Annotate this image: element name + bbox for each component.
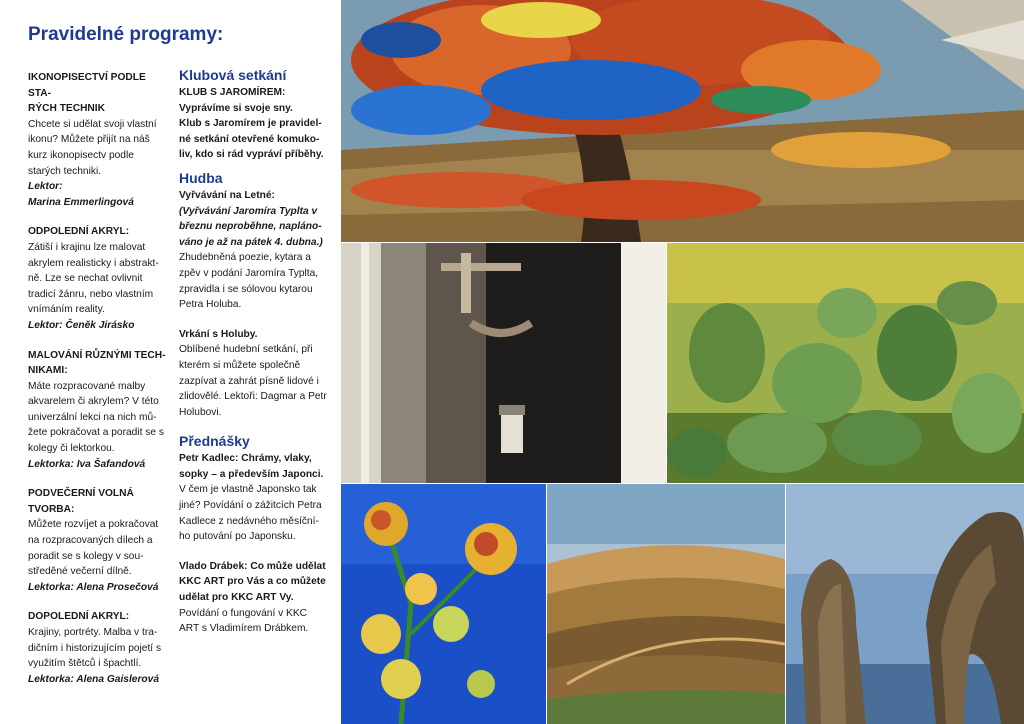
program-text: Krajiny, portréty. Malba v tra-dičním i historizujícím pojetí s využitím štětců i špachtlí.	[28, 627, 162, 670]
prednasky-item1-text: V čem je vlastně Japonsko tak jiné? Povídání o zážitcích Petra Kadlece z nedávného měsíční-ho putování po Japonsku.	[179, 484, 322, 543]
section-heading-hudba: Hudba	[179, 169, 223, 186]
hudba-item2-text: Oblíbené hudební setkání, při kterém si můžete společně zazpívat a zahrát písně lidové i zlidovělé. Lektoři: Dagmar a Petr Holubovi.	[179, 344, 327, 418]
right-column	[179, 66, 329, 637]
klub-text: Klub s Jaromírem je pravidel-né setkání otevřené komuko-liv, kdo si rád vypráví příběhy.	[179, 118, 324, 161]
program-text: Máte rozpracované malby akvarelem či akrylem? V této univerzální lekci na nich mů-žete pokračovat a poradit se s kolegy či lektorkou.	[28, 380, 164, 455]
program-text: Chcete si udělat svoji vlastní ikonu? Můžete přijít na náš kurz ikonopisectv podle starých techniki.	[28, 118, 157, 177]
program-heading: MALOVÁNÍ RŮZNÝMI TECH- NIKAMI:	[28, 349, 166, 377]
left-column	[28, 70, 168, 701]
program-block	[28, 348, 168, 473]
section-heading-prednasky: Přednášky	[179, 433, 250, 450]
landscape-painting	[547, 484, 785, 724]
section-heading-klub: Klubová setkání	[179, 67, 287, 83]
window-painting	[341, 243, 666, 483]
program-lector: Lektor: Čeněk Jirásko	[28, 319, 135, 331]
tree-painting	[341, 0, 1024, 242]
hudba-item1-title: Vyřvávání na Letné:	[179, 189, 275, 201]
hudba-item1-note: (Vyřvávání Jaromíra Typlta v březnu neproběhne, napláno-váno je až na pátek 4. dubna.)	[179, 205, 323, 248]
hudba-item2-title: Vrkání s Holuby.	[179, 328, 258, 340]
program-block	[28, 486, 168, 595]
program-heading: DOPOLEDNÍ AKRYL:	[28, 611, 130, 623]
program-heading: ODPOLEDNÍ AKRYL:	[28, 226, 130, 238]
program-lector: Lektorka: Alena Prosečová	[28, 581, 159, 593]
program-lector: Lektorka: Iva Šafandová	[28, 458, 146, 470]
program-lector: Lektor: Marina Emmerlingová	[28, 181, 134, 208]
rocks-painting	[786, 484, 1024, 724]
cactus-painting	[667, 243, 1024, 483]
prednasky-item2-title: Vlado Drábek: Co může udělat KKC ART pro Vás a co můžete udělat pro KKC ART Vy.	[179, 560, 326, 604]
klub-heading: KLUB S JAROMÍREM:	[179, 87, 286, 98]
program-block	[28, 224, 168, 333]
program-text: Zátiší i krajinu lze malovat akrylem realisticky i abstrakt-ně. Lze se nechat ovlivnit tradicí žánru, nebo vlastním vnímáním reality.	[28, 241, 159, 316]
klub-lead: Vyprávíme si svoje sny.	[179, 102, 293, 114]
hudba-item1-text: Zhudebněná poezie, kytara a zpěv v podání Jaromíra Typlta, zpravidla i se sólovou kytarou Petra Holuba.	[179, 252, 319, 311]
program-text: Můžete rozvíjet a pokračovat na rozpracovaných dílech a poradit se s kolegy v sou-středěné večerní dílně.	[28, 519, 159, 578]
flowers-painting	[341, 484, 546, 724]
prednasky-item1-title: Petr Kadlec: Chrámy, vlaky, sopky – a především Japonci.	[179, 453, 324, 480]
prednasky-item2-text: Povídání o fungování v KKC ART s Vladimírem Drábkem.	[179, 607, 309, 635]
program-block	[28, 70, 168, 210]
program-lector: Lektorka: Alena Gaislerová	[28, 673, 159, 685]
program-heading: PODVEČERNÍ VOLNÁ TVORBA:	[28, 488, 134, 515]
program-heading: IKONOPISECTVÍ PODLE STA- RÝCH TECHNIK	[28, 72, 146, 115]
page-title: Pravidelné programy:	[28, 24, 224, 45]
program-block	[28, 609, 168, 687]
